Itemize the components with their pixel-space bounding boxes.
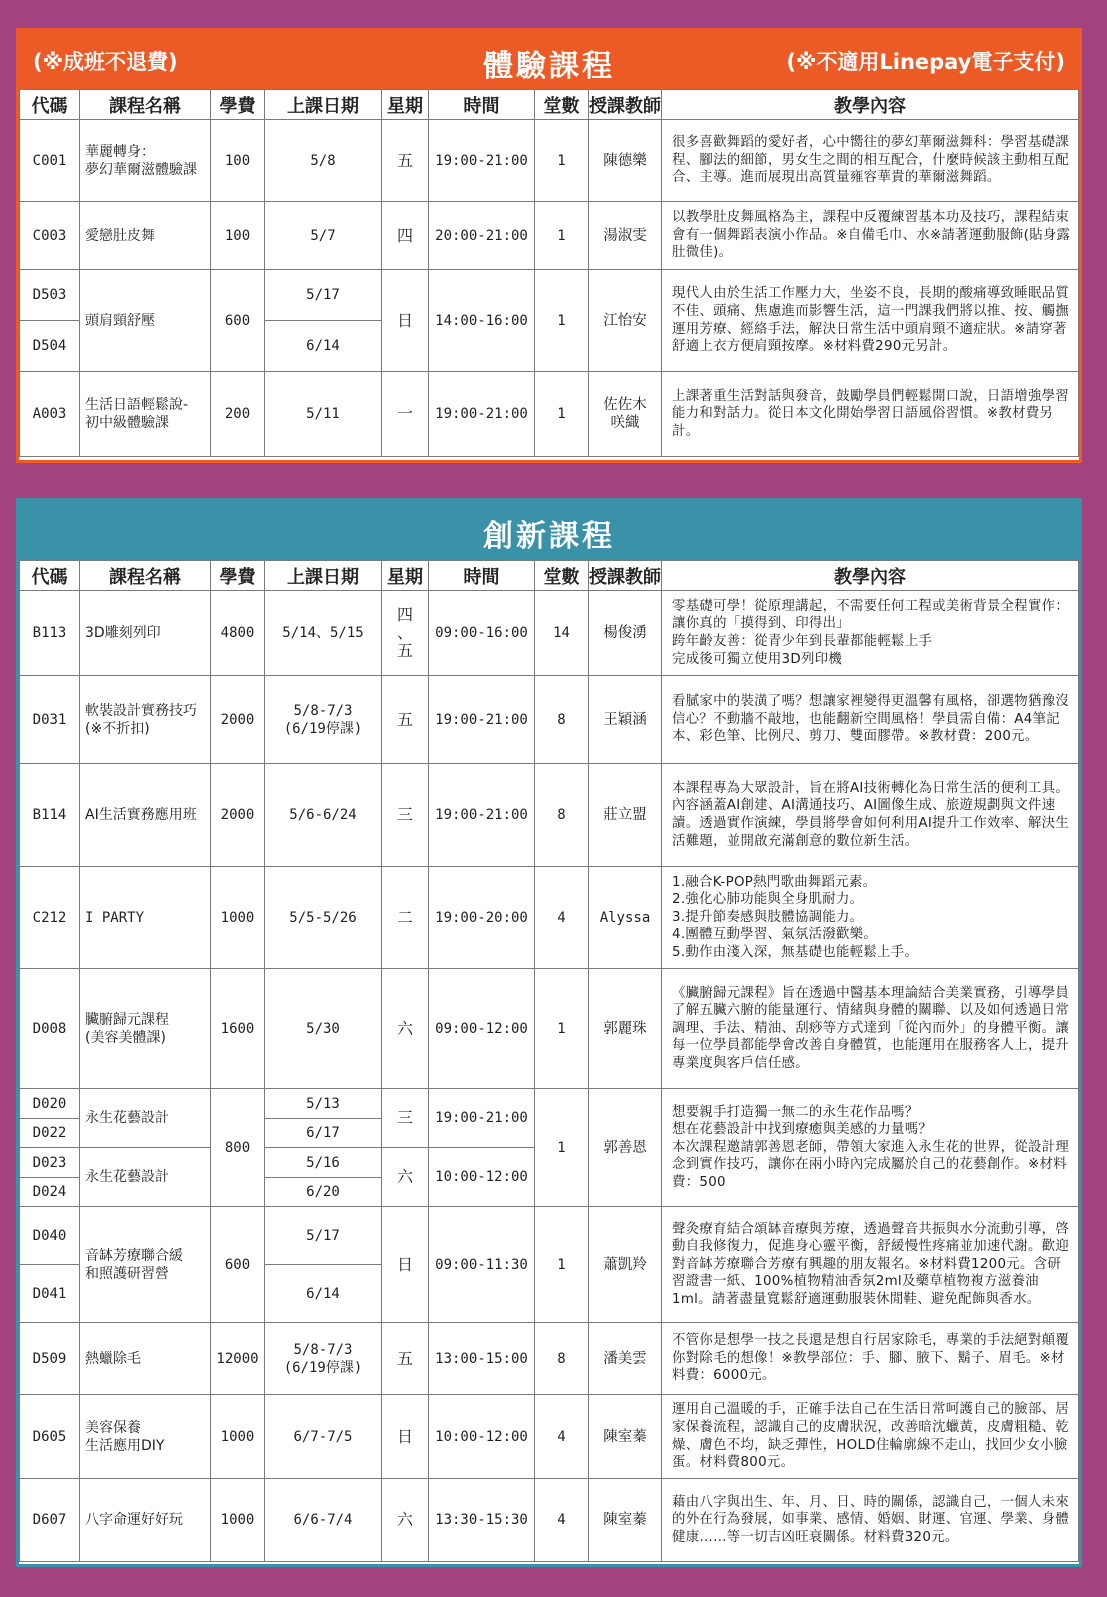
header-code: 代碼 (20, 90, 80, 120)
header-course-name: 課程名稱 (80, 90, 211, 120)
course-fee: 1000 (211, 1479, 265, 1562)
course-code: D024 (20, 1178, 80, 1207)
course-time: 19:00-21:00 (429, 372, 535, 457)
course-sessions: 4 (535, 867, 589, 969)
course-code: D031 (20, 676, 80, 764)
course-weekday: 六 (382, 969, 429, 1089)
course-teacher: 陳室蓁 (589, 1479, 662, 1562)
course-code: C001 (20, 120, 80, 202)
table-row (20, 591, 1079, 676)
table-row (20, 270, 1079, 321)
course-weekday: 二 (382, 867, 429, 969)
header-teacher: 授課教師 (589, 90, 662, 120)
course-time: 09:00-16:00 (429, 591, 535, 676)
course-sessions: 4 (535, 1395, 589, 1479)
linepay-note: (※不適用Linepay電子支付) (786, 50, 1065, 74)
course-code: D607 (20, 1479, 80, 1562)
course-date: 5/13 (265, 1089, 382, 1119)
course-time: 09:00-12:00 (429, 969, 535, 1089)
course-sessions: 1 (535, 270, 589, 372)
course-time: 10:00-12:00 (429, 1395, 535, 1479)
course-name: 頭肩頸舒壓 (80, 270, 211, 372)
course-weekday: 日 (382, 1395, 429, 1479)
course-weekday: 日 (382, 270, 429, 372)
course-teacher: Alyssa (589, 867, 662, 969)
table-row (20, 1207, 1079, 1265)
course-fee: 2000 (211, 764, 265, 867)
course-code: D008 (20, 969, 80, 1089)
course-content: 很多喜歡舞蹈的愛好者，心中嚮往的夢幻華爾滋舞科：學習基礎課程、腳法的細節，男女生之間的相互配合，什麼時候該主動相互配合、主導。進而展現出高質量雍容華貴的華爾滋舞蹈。 (662, 120, 1079, 202)
course-time: 10:00-12:00 (429, 1148, 535, 1207)
course-fee: 100 (211, 120, 265, 202)
course-teacher: 江怡安 (589, 270, 662, 372)
course-content: 運用自己溫暖的手，正確手法自己在生活日常呵護自己的臉部、居家保養流程，認識自己的皮膚狀況，改善暗沈蠟黃，皮膚粗糙、乾燥、膚色不均，缺乏彈性，HOLD住輪廓線不走山，找回少女小臉蛋。材料費800元。 (662, 1395, 1079, 1479)
course-weekday: 三 (382, 1089, 429, 1148)
table-row (20, 867, 1079, 969)
header-code: 代碼 (20, 561, 80, 591)
course-weekday: 四 (382, 202, 429, 270)
course-fee: 1600 (211, 969, 265, 1089)
course-name: 永生花藝設計 (80, 1089, 211, 1148)
course-content: 《臟腑歸元課程》旨在透過中醫基本理論結合美業實務，引導學員了解五臟六腑的能量運行、情緒與身體的關聯、以及如何透過日常調理、手法、精油、刮痧等方式達到「從內而外」的身體平衡。讓每一位學員都能學會改善自身體質，也能運用在服務客人上，提升專業度與客戶信任感。 (662, 969, 1079, 1089)
course-teacher: 蕭凱羚 (589, 1207, 662, 1323)
course-code: D020 (20, 1089, 80, 1119)
course-fee: 100 (211, 202, 265, 270)
course-code: D509 (20, 1323, 80, 1395)
course-time: 19:00-20:00 (429, 867, 535, 969)
course-sessions: 1 (535, 1207, 589, 1323)
header-sessions: 堂數 (535, 90, 589, 120)
course-code: D503 (20, 270, 80, 321)
course-date: 5/11 (265, 372, 382, 457)
course-weekday: 四 、 五 (382, 591, 429, 676)
course-fee: 600 (211, 1207, 265, 1323)
header-sessions: 堂數 (535, 561, 589, 591)
course-time: 13:00-15:00 (429, 1323, 535, 1395)
course-sessions: 4 (535, 1479, 589, 1562)
course-content: 想要親手打造獨一無二的永生花作品嗎？ 想在花藝設計中找到療癒與美感的力量嗎？ 本次課程邀請郭善恩老師，帶領大家進入永生花的世界，從設計理念到實作技巧，讓你在兩小時內完成屬於自己的花藝創作。※材料費：500 (662, 1089, 1079, 1207)
course-date: 5/14、5/15 (265, 591, 382, 676)
header-fee: 學費 (211, 90, 265, 120)
course-content: 以教學肚皮舞風格為主，課程中反覆練習基本功及技巧，課程結束會有一個舞蹈表演小作品。※自備毛巾、水※請著運動服飾(貼身露肚微佳)。 (662, 202, 1079, 270)
course-time: 19:00-21:00 (429, 1089, 535, 1148)
course-time: 19:00-21:00 (429, 764, 535, 867)
course-name: AI生活實務應用班 (80, 764, 211, 867)
course-weekday: 五 (382, 676, 429, 764)
table-row (20, 1323, 1079, 1395)
course-time: 09:00-11:30 (429, 1207, 535, 1323)
course-fee: 200 (211, 372, 265, 457)
experience-course-panel (16, 28, 1082, 463)
course-code: B113 (20, 591, 80, 676)
innovation-course-panel (16, 498, 1082, 1567)
table-row (20, 676, 1079, 764)
course-date: 6/17 (265, 1119, 382, 1148)
course-content: 藉由八字與出生、年、月、日、時的關係，認識自己，一個人未來的外在行為發展，如事業、感情、婚姻、財運、官運、學業、身體健康……等一切吉凶旺衰關係。材料費320元。 (662, 1479, 1079, 1562)
course-teacher: 陳室蓁 (589, 1395, 662, 1479)
course-content: 看膩家中的裝潢了嗎？想讓家裡變得更溫馨有風格，卻選物猶豫沒信心？不動牆不敲地，也能翻新空間風格！學員需自備：A4筆記本、彩色筆、比例尺、剪刀、雙面膠帶。※教材費：200元。 (662, 676, 1079, 764)
course-weekday: 五 (382, 120, 429, 202)
course-sessions: 1 (535, 969, 589, 1089)
course-name: 八字命運好好玩 (80, 1479, 211, 1562)
course-code: C212 (20, 867, 80, 969)
course-teacher: 王穎涵 (589, 676, 662, 764)
innovation-title: 創新課程 (483, 519, 615, 554)
course-name: 愛戀肚皮舞 (80, 202, 211, 270)
table-row (20, 1395, 1079, 1479)
course-date: 6/20 (265, 1178, 382, 1207)
course-fee: 2000 (211, 676, 265, 764)
course-sessions: 14 (535, 591, 589, 676)
course-content: 聲灸療育結合頌缽音療與芳療，透過聲音共振與水分流動引導，啓動自我修復力，促進身心靈平衡，舒緩慢性疼痛並加速代謝。歡迎對音缽芳療聯合芳療有興趣的朋友報名。※材料費1200元。含研習證書一紙、100%植物精油香氛2ml及藥草植物複方滋養油1ml。請著盡量寬鬆舒適運動服裝休閒鞋、避免配飾與香水。 (662, 1207, 1079, 1323)
table-header-row (20, 561, 1079, 591)
course-date: 5/17 (265, 270, 382, 321)
course-content: 本課程專為大眾設計，旨在將AI技術轉化為日常生活的便利工具。內容涵蓋AI創建、AI溝通技巧、AI圖像生成、旅遊規劃與文件速讀。透過實作演練，學員將學會如何利用AI提升工作效率、解決生活難題，並開啟充滿創意的數位新生活。 (662, 764, 1079, 867)
no-refund-note: (※成班不退費) (33, 50, 178, 74)
course-fee: 1000 (211, 1395, 265, 1479)
course-time: 13:30-15:30 (429, 1479, 535, 1562)
experience-course-table (19, 89, 1079, 457)
table-row (20, 372, 1079, 457)
header-time: 時間 (429, 561, 535, 591)
course-name: 華麗轉身： 夢幻華爾滋體驗課 (80, 120, 211, 202)
course-weekday: 六 (382, 1479, 429, 1562)
course-sessions: 1 (535, 1089, 589, 1207)
course-code: D023 (20, 1148, 80, 1178)
course-code: D041 (20, 1265, 80, 1323)
course-name: 熱蠟除毛 (80, 1323, 211, 1395)
table-row (20, 1089, 1079, 1119)
course-date: 5/7 (265, 202, 382, 270)
header-content: 教學內容 (662, 90, 1079, 120)
course-fee: 600 (211, 270, 265, 372)
course-date: 5/16 (265, 1148, 382, 1178)
course-teacher: 郭善恩 (589, 1089, 662, 1207)
course-code: D504 (20, 321, 80, 372)
course-name: 美容保養 生活應用DIY (80, 1395, 211, 1479)
innovation-course-table (19, 560, 1079, 1562)
course-code: B114 (20, 764, 80, 867)
course-teacher: 佐佐木 咲織 (589, 372, 662, 457)
header-course-name: 課程名稱 (80, 561, 211, 591)
course-teacher: 楊俊湧 (589, 591, 662, 676)
course-time: 14:00-16:00 (429, 270, 535, 372)
course-content: 不管你是想學一技之長還是想自行居家除毛，專業的手法絕對顛覆你對除毛的想像！※教學部位：手、腳、腋下、鬍子、眉毛。※材料費：6000元。 (662, 1323, 1079, 1395)
course-teacher: 郭麗珠 (589, 969, 662, 1089)
course-date: 5/5-5/26 (265, 867, 382, 969)
table-row (20, 1479, 1079, 1562)
course-time: 19:00-21:00 (429, 676, 535, 764)
course-name: 生活日語輕鬆說- 初中級體驗課 (80, 372, 211, 457)
course-code: A003 (20, 372, 80, 457)
course-fee: 1000 (211, 867, 265, 969)
course-code: D040 (20, 1207, 80, 1265)
course-date: 5/6-6/24 (265, 764, 382, 867)
course-sessions: 8 (535, 764, 589, 867)
header-time: 時間 (429, 90, 535, 120)
course-content: 1.融合K-POP熱門歌曲舞蹈元素。 2.強化心肺功能與全身肌耐力。 3.提升節奏感與肢體協調能力。 4.團體互動學習、氣氛活潑歡樂。 5.動作由淺入深，無基礎也能輕鬆上手。 (662, 867, 1079, 969)
course-sessions: 8 (535, 1323, 589, 1395)
course-content: 零基礎可學！從原理講起，不需要任何工程或美術背景全程實作：讓你真的「摸得到、印得出」 跨年齡友善：從青少年到長輩都能輕鬆上手 完成後可獨立使用3D列印機 (662, 591, 1079, 676)
course-content: 上課著重生活對話與發音，鼓勵學員們輕鬆開口說，日語增強學習能力和對話力。從日本文化開始學習日語風俗習慣。※教材費另計。 (662, 372, 1079, 457)
course-weekday: 六 (382, 1148, 429, 1207)
course-code: C003 (20, 202, 80, 270)
course-code: D022 (20, 1119, 80, 1148)
header-weekday: 星期 (382, 561, 429, 591)
course-weekday: 三 (382, 764, 429, 867)
course-content: 現代人由於生活工作壓力大，坐姿不良，長期的酸痛導致睡眠品質不佳、頭痛、焦慮進而影響生活，這一門課我們將以推、按、觸撫運用芳療、經絡手法，解決日常生活中頭肩頸不適症狀。※請穿著舒適上衣方便肩頸按摩。※材料費290元另計。 (662, 270, 1079, 372)
header-fee: 學費 (211, 561, 265, 591)
course-name: 3D雕刻列印 (80, 591, 211, 676)
course-date: 5/17 (265, 1207, 382, 1265)
course-name: 軟裝設計實務技巧 (※不折扣) (80, 676, 211, 764)
table-row (20, 202, 1079, 270)
course-weekday: 一 (382, 372, 429, 457)
table-header-row (20, 90, 1079, 120)
course-teacher: 潘美雲 (589, 1323, 662, 1395)
table-row (20, 120, 1079, 202)
course-time: 20:00-21:00 (429, 202, 535, 270)
course-date: 5/8-7/3 (6/19停課) (265, 1323, 382, 1395)
course-time: 19:00-21:00 (429, 120, 535, 202)
innovation-banner (19, 501, 1079, 560)
course-name: 音缽芳療聯合緩 和照護研習營 (80, 1207, 211, 1323)
course-sessions: 1 (535, 202, 589, 270)
course-sessions: 1 (535, 120, 589, 202)
course-sessions: 8 (535, 676, 589, 764)
course-date: 5/30 (265, 969, 382, 1089)
course-name: I PARTY (80, 867, 211, 969)
header-weekday: 星期 (382, 90, 429, 120)
experience-title: 體驗課程 (483, 49, 615, 84)
header-date: 上課日期 (265, 90, 382, 120)
experience-banner (19, 31, 1079, 89)
course-date: 5/8-7/3 (6/19停課) (265, 676, 382, 764)
course-date: 6/14 (265, 1265, 382, 1323)
course-fee: 4800 (211, 591, 265, 676)
course-fee: 12000 (211, 1323, 265, 1395)
course-date: 6/7-7/5 (265, 1395, 382, 1479)
table-row (20, 969, 1079, 1089)
course-date: 5/8 (265, 120, 382, 202)
header-date: 上課日期 (265, 561, 382, 591)
table-row (20, 764, 1079, 867)
course-fee: 800 (211, 1089, 265, 1207)
header-content: 教學內容 (662, 561, 1079, 591)
course-date: 6/6-7/4 (265, 1479, 382, 1562)
course-weekday: 日 (382, 1207, 429, 1323)
course-teacher: 陳德樂 (589, 120, 662, 202)
course-teacher: 莊立盟 (589, 764, 662, 867)
course-sessions: 1 (535, 372, 589, 457)
course-weekday: 五 (382, 1323, 429, 1395)
header-teacher: 授課教師 (589, 561, 662, 591)
course-teacher: 湯淑雯 (589, 202, 662, 270)
course-date: 6/14 (265, 321, 382, 372)
course-code: D605 (20, 1395, 80, 1479)
course-name: 臟腑歸元課程 (美容美體課) (80, 969, 211, 1089)
course-name: 永生花藝設計 (80, 1148, 211, 1207)
